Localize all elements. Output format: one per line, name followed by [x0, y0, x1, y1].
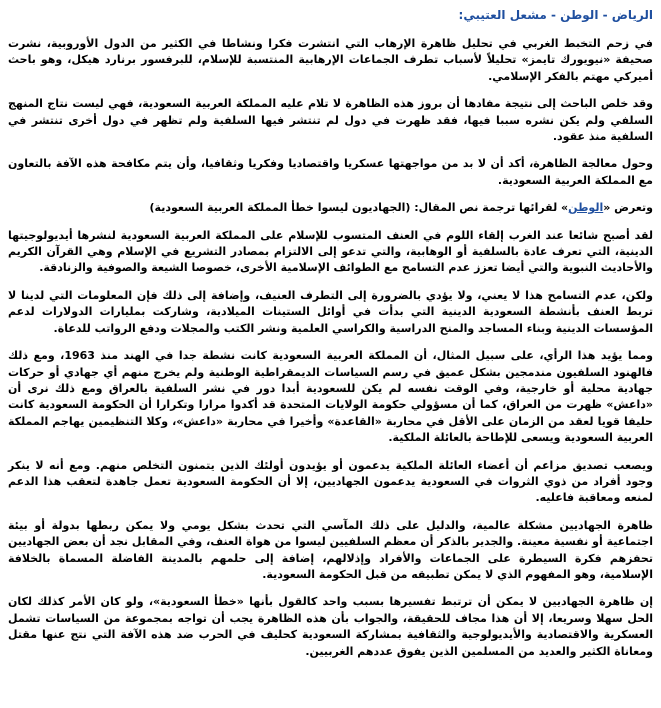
paragraph-final: إن ظاهرة الجهاديين لا يمكن أن ترتبط تفسيرها بسبب واحد كالقول بأنها «خطأ السعودية»، ولو كان الأمر كذلك لكان الحل سهلا وسريعا، إلا أن هذا مجاف للحقيقة، والجواب بأن هذه الظاهرة يجب أن تواجه بمجموعة من السياسات تشمل العسكرية والاقتصادية والأيديولوجية والثقافية بمشاركة السعودية كحليف في الحرب ضد هذه الآفة التي نتج عنها مقتل ومعاناة الكثير والعديد من المسلمين الذين يفوق عددهم الغربيين.: [8, 595, 653, 658]
paragraph-intolerance: ولكن، عدم التسامح هذا لا يعني، ولا يؤدي بالضرورة إلى التطرف العنيف، وإضافة إلى ذلك فإن المعلومات التي لدينا لا تربط العنف بأنشطة السعودية الدينية التي بدأت في أوائل الستينات الميلادية، وشاركت بمليارات الدولارات لدعم المؤسسات الدينية وبناء المساجد والمنح الدراسية والكراسي العلمية ونشر الكتب والمجلات ودفع الرواتب للدعاة.: [8, 288, 653, 335]
paragraph-india-example: ومما يؤيد هذا الرأي، على سبيل المثال، أن المملكة العربية السعودية كانت نشطة جدا في الهند منذ 1963، ومع ذلك فالهنود السلفيون مندمجين بشكل عميق في رسم السياسات الديمقراطية الوطنية ولم يخرج منهم أي جهادي أو حركات جهادية محلية أو خارجية، وفي الوقت نفسه لم يكن للسعودية أبدا دور في نشر السلفية بالعراق ومع ذلك نرى أن «داعش» ظهرت من العراق، كما أن مسؤولي حكومة الولايات المتحدة قد أكدوا مرارا وتكرارا أن الحكومة السعودية كانت حليفا قويا لعقد من الزمان على الأقل في محاربة «القاعدة» وأخيرا في محاربة «داعش»، وكلا التنظيمين يهاجم المملكة العربية السعودية ويسعى للإطاحة بالعائلة الملكية.: [8, 349, 653, 445]
al-watan-link[interactable]: الوطن: [568, 201, 604, 215]
translation-prefix: وتعرض «: [603, 201, 653, 215]
paragraph-royal-family: ويصعب تصديق مزاعم أن أعضاء العائلة الملكية يدعمون أو يؤيدون أولئك الذين يتمنون التخلص منهم. ومع أنه لا ينكر وجود أفراد من ذوي الثروات في السعودية يدعمون الجهاديين، إلا أن الحكومة السعودية تعمل جاهدة لتعقب هذا الدعم لمنعه ومعاقبة فاعليه.: [8, 458, 653, 505]
paragraph-blame: لقد أصبح شائعا عند الغرب إلقاء اللوم في العنف المتسوب للإسلام على المملكة العربية السعودية لنشرها أيديولوجيتها الدينية، التي تعرف عادة بالسلفية أو الوهابية، والتي تدعو إلى الالتزام بمصادر التشريع في الإسلام وهي القرآن الكريم والأحاديث النبوية والتي أيضا تعزز عدم التسامح مع الطوائف الإسلامية الأخرى، خصوصا الشيعة والصوفية والزنادقة.: [8, 228, 653, 275]
translated-article-title: (الجهاديون ليسوا خطأ المملكة العربية السعودية): [149, 201, 411, 215]
paragraph-conclusion: وقد خلص الباحث إلى نتيجة مفادها أن بروز هذه الظاهرة لا تلام عليه المملكة العربية السعودية، فهي ليست نتاج المنهج السلفي ولم يكن نشره سببا فيها، فقد ظهرت في دول لم تنتشر فيها السلفية ولم تظهر في دول أخرى تنتشر في السلفية منذ عقود.: [8, 97, 653, 144]
article-byline: الرياض - الوطن - مشعل العتيبي:: [458, 8, 653, 22]
paragraph-treatment: وحول معالجة الظاهرة، أكد أن لا بد من مواجهتها عسكريا واقتصاديا وفكريا وثقافيا، وأن يتم مكافحة هذه الآفة بالتعاون مع المملكة العربية السعودية.: [8, 157, 653, 187]
paragraph-intro: في زحم التخبط الغربي في تحليل ظاهرة الإرهاب التي انتشرت فكرا ونشاطا في الكثير من الدول الأوروبية، نشرت صحيفة «نيويورك تايمز» تحليلاً لأسباب تطرف الجماعات الإرهابية المنتسبة للإسلام، للبرفسور برنارد هيكل، وهو باحث أميركي مهتم بالفكر الإسلامي.: [8, 37, 653, 83]
translation-middle: » لقرائها ترجمة نص المقال:: [410, 201, 569, 215]
paragraph-translation-intro: [8, 200, 653, 216]
paragraph-global-problem: ظاهرة الجهاديين مشكلة عالمية، والدليل على ذلك المآسي التي تحدث بشكل يومي ولا يمكن ربطها بدولة أو بيئة اجتماعية أو نفسية معينة. والجدير بالذكر أن معظم السلفيين ليسوا من هواة العنف، وفي المقابل نجد أن بعض الجهاديين تحفزهم فكرة السيطرة على الجماعات والأفراد وإذلالهم، إضافة إلى حلمهم بالمدينة الفاضلة المسماة بالخلافة الإسلامية، وهو المفهوم الذي لا يمكن تطبيقه من قبل الحكومة السعودية.: [8, 518, 653, 581]
